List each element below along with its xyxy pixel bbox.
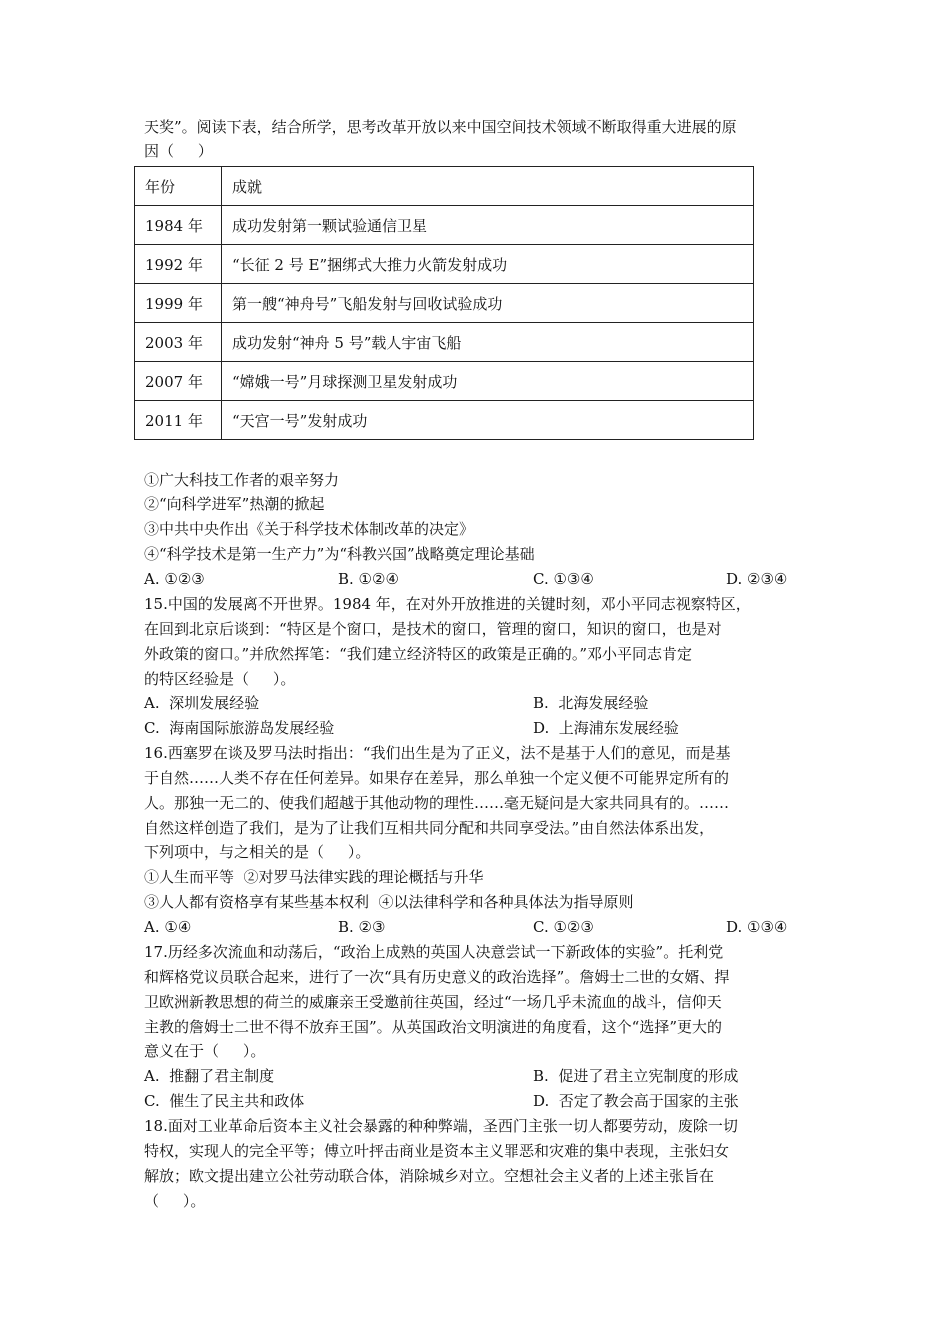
q15-line-2: 在回到北京后谈到：“特区是个窗口，是技术的窗口，管理的窗口，知识的窗口，也是对: [144, 620, 722, 638]
q15-line-1: 15.中国的发展离不开世界。1984 年，在对外开放推进的关键时刻，邓小平同志视察特区，: [144, 595, 751, 613]
q16-line-7: ③人人都有资格享有某些基本权利 ④以法律科学和各种具体法为指导原则: [144, 893, 634, 911]
q14-item-4: ④“科学技术是第一生产力”为“科教兴国”战略奠定理论基础: [144, 545, 535, 563]
q15-line-4: 的特区经验是（ ）。: [144, 670, 296, 688]
q16-option-b: B. ②③: [338, 918, 386, 936]
intro-line-2: 因（ ）: [144, 142, 213, 160]
q15-option-c: C. 海南国际旅游岛发展经验: [144, 719, 335, 737]
q17-option-c: C. 催生了民主共和政体: [144, 1092, 305, 1110]
table-header-year: 年份: [135, 167, 222, 206]
q14-option-a: A. ①②③: [144, 570, 205, 588]
table-row: [135, 401, 754, 440]
table-cell-year: 1984 年: [135, 206, 222, 245]
q16-line-2: 于自然……人类不存在任何差异。如果存在差异，那么单独一个定义便不可能界定所有的: [144, 769, 730, 787]
q17-line-4: 主教的詹姆士二世不得不放弃王国”。从英国政治文明演进的角度看，这个“选择”更大的: [144, 1018, 723, 1036]
q16-line-1: 16.西塞罗在谈及罗马法时指出：“我们出生是为了正义，法不是基于人们的意见，而是基: [144, 744, 731, 762]
table-row: [135, 284, 754, 323]
table-header-row: [135, 167, 754, 206]
q18-line-3: 解放；欧文提出建立公社劳动联合体，消除城乡对立。空想社会主义者的上述主张旨在: [144, 1167, 715, 1185]
q17-line-3: 卫欧洲新教思想的荷兰的威廉亲王受邀前往英国，经过“一场几乎未流血的战斗，信仰天: [144, 993, 722, 1011]
table-header-achievement: 成就: [222, 167, 754, 206]
table-cell-achievement: 成功发射“神舟 5 号”载人宇宙飞船: [222, 323, 754, 362]
table-cell-achievement: 成功发射第一颗试验通信卫星: [222, 206, 754, 245]
q17-line-2: 和辉格党议员联合起来，进行了一次“具有历史意义的政治选择”。詹姆士二世的女婿、捍: [144, 968, 730, 986]
q17-option-b: B. 促进了君主立宪制度的形成: [533, 1067, 739, 1085]
table-cell-achievement: “嫦娥一号”月球探测卫星发射成功: [222, 362, 754, 401]
q18-line-2: 特权，实现人的完全平等；傅立叶抨击商业是资本主义罪恶和灾难的集中表现，主张妇女: [144, 1142, 730, 1160]
table-cell-year: 1992 年: [135, 245, 222, 284]
q17-option-d: D. 否定了教会高于国家的主张: [533, 1092, 739, 1110]
q14-option-b: B. ①②④: [338, 570, 399, 588]
q15-option-b: B. 北海发展经验: [533, 694, 649, 712]
q17-line-1: 17.历经多次流血和动荡后，“政治上成熟的英国人决意尝试一下新政体的实验”。托利党: [144, 943, 724, 961]
achievement-table: [134, 166, 754, 440]
intro-line-1: 天奖”。阅读下表，结合所学，思考改革开放以来中国空间技术领域不断取得重大进展的原: [144, 118, 737, 136]
q16-line-6: ①人生而平等 ②对罗马法律实践的理论概括与升华: [144, 868, 484, 886]
q14-item-3: ③中共中央作出《关于科学技术体制改革的决定》: [144, 520, 475, 538]
table-row: [135, 206, 754, 245]
q15-line-3: 外政策的窗口。”并欣然挥笔：“我们建立经济特区的政策是正确的。”邓小平同志肯定: [144, 645, 693, 663]
q15-option-a: A. 深圳发展经验: [144, 694, 260, 712]
table-row: [135, 245, 754, 284]
q17-option-a: A. 推翻了君主制度: [144, 1067, 275, 1085]
q16-option-d: D. ①③④: [726, 918, 788, 936]
q16-option-a: A. ①④: [144, 918, 192, 936]
q14-option-d: D. ②③④: [726, 570, 788, 588]
table-cell-year: 2003 年: [135, 323, 222, 362]
q16-line-4: 自然这样创造了我们，是为了让我们互相共同分配和共同享受法。”由自然法体系出发，: [144, 819, 715, 837]
q18-line-1: 18.面对工业革命后资本主义社会暴露的种种弊端，圣西门主张一切人都要劳动，废除一切: [144, 1117, 738, 1135]
q14-item-2: ②“向科学进军”热潮的掀起: [144, 495, 325, 513]
table-cell-year: 2007 年: [135, 362, 222, 401]
table-cell-achievement: “天宫一号”发射成功: [222, 401, 754, 440]
q17-line-5: 意义在于（ ）。: [144, 1042, 266, 1060]
table-cell-achievement: “长征 2 号 E”捆绑式大推力火箭发射成功: [222, 245, 754, 284]
table-row: [135, 323, 754, 362]
q14-option-c: C. ①③④: [533, 570, 594, 588]
q15-option-d: D. 上海浦东发展经验: [533, 719, 679, 737]
q16-line-3: 人。那独一无二的、使我们超越于其他动物的理性……毫无疑问是大家共同具有的。……: [144, 794, 730, 812]
table-cell-year: 1999 年: [135, 284, 222, 323]
q14-item-1: ①广大科技工作者的艰辛努力: [144, 471, 340, 489]
table-cell-achievement: 第一艘“神舟号”飞船发射与回收试验成功: [222, 284, 754, 323]
table-row: [135, 362, 754, 401]
q18-line-4: （ ）。: [144, 1192, 206, 1210]
q16-option-c: C. ①②③: [533, 918, 594, 936]
q16-line-5: 下列项中，与之相关的是（ ）。: [144, 843, 371, 861]
table-cell-year: 2011 年: [135, 401, 222, 440]
